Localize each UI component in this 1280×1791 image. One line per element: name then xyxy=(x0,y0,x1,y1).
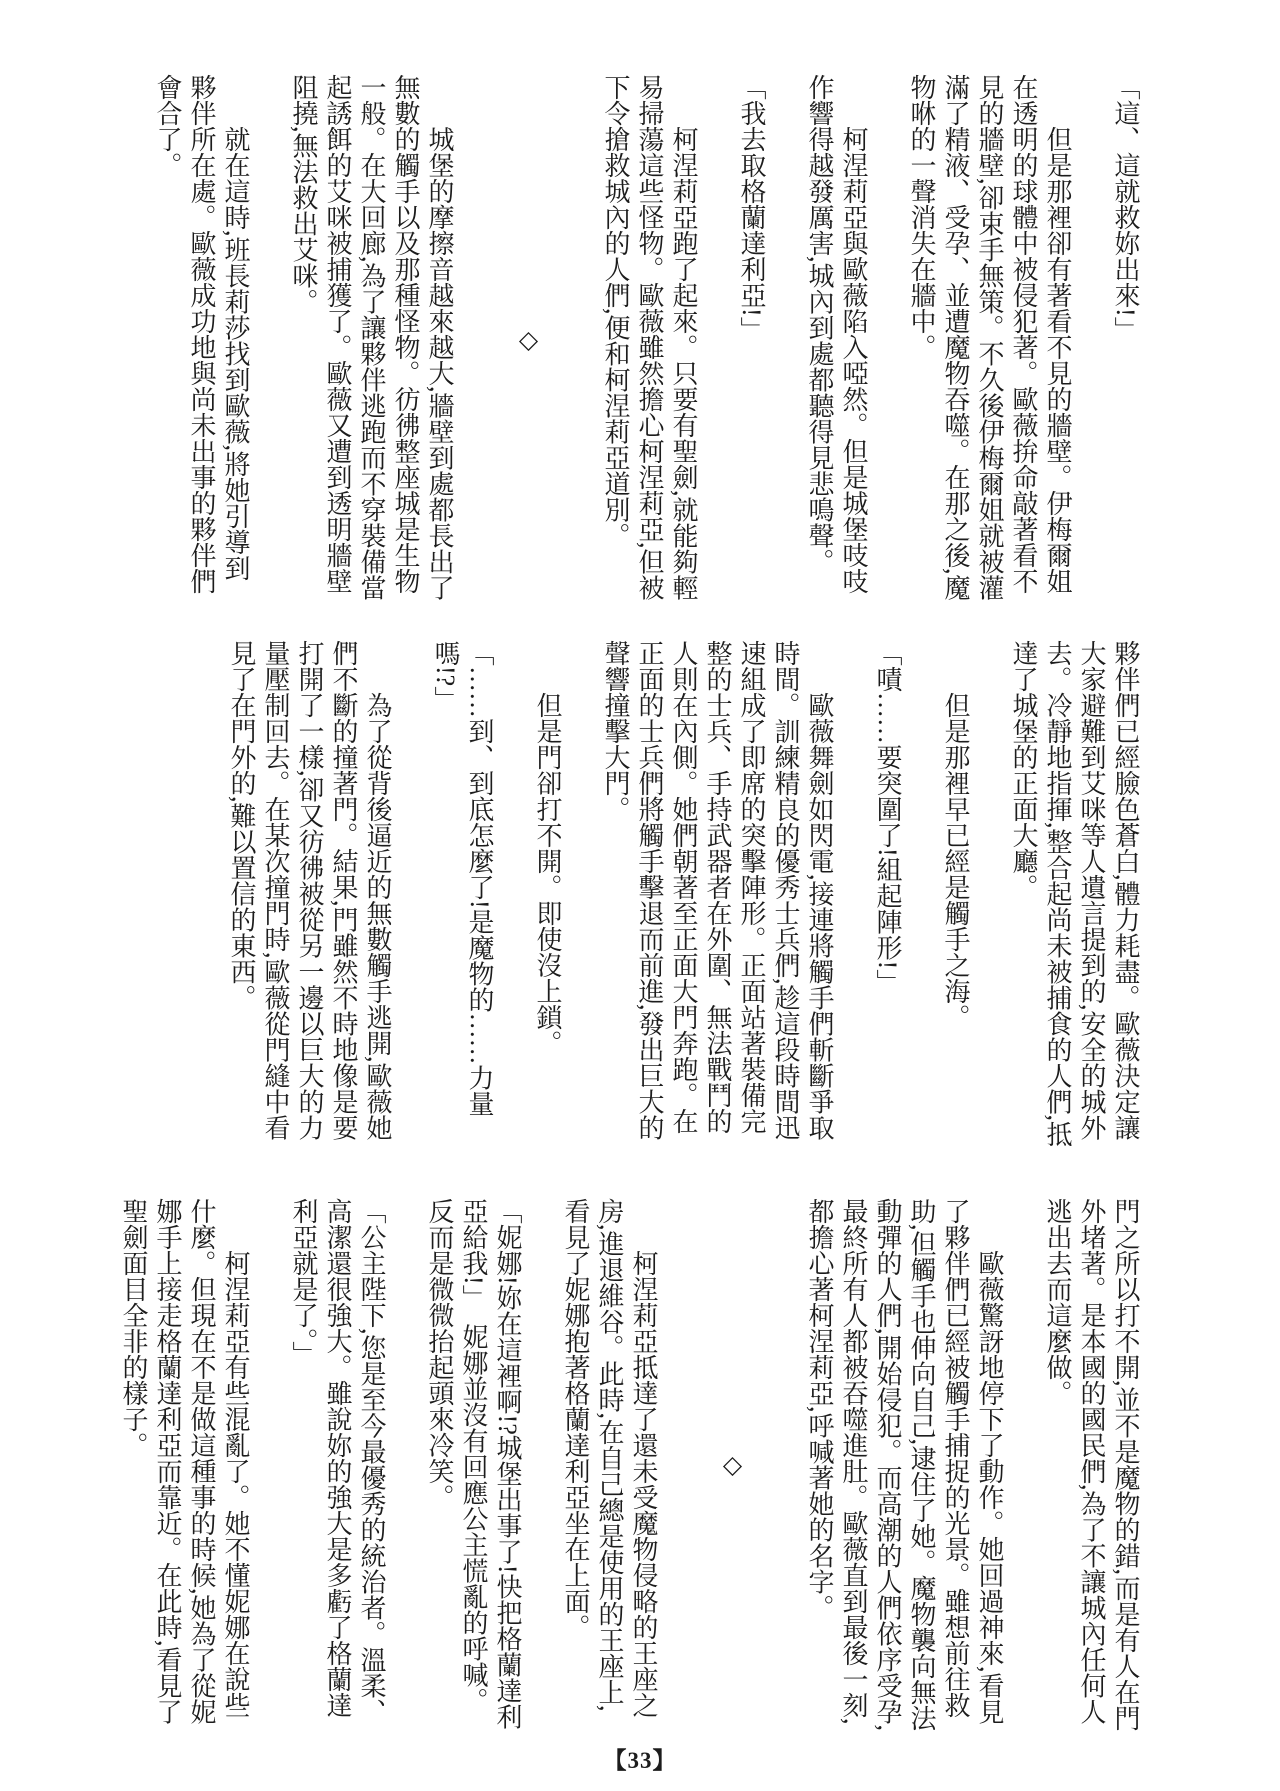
narration-paragraph: 門之所以打不開,並不是魔物的錯,而是有人在門外堵著。是本國的國民們,為了不讓城內任何人逃出去而這麼做。 xyxy=(1043,1198,1140,1731)
narration-paragraph: 柯涅莉亞與歐薇陷入啞然。但是城堡吱吱作響得越發厲害,城內到處都聽得見悲鳴聲。 xyxy=(805,74,868,594)
dialogue-line: 「公主陛下,您是至今最優秀的統治者。溫柔、高潔還很強大。雖說妳的強大是多虧了格蘭達利亞就是了。」 xyxy=(289,1198,386,1725)
section-divider: ◇ xyxy=(514,325,541,354)
narration-paragraph: 柯涅莉亞跑了起來。只要有聖劍,就能夠輕易掃蕩這些怪物。歐薇雖然擔心柯涅莉亞,但被下令搶救城內的人們,便和柯涅莉亞道別。 xyxy=(601,74,698,601)
narration-paragraph: 歐薇驚訝地停下了動作。她回過神來,看見了夥伴們已經被觸手捕捉的光景。雖想前往救助,但觸手也伸向自己,逮住了她。魔物襲向無法動彈的人們,開始侵犯。而高潮的人們依序受孕,最終所有人都被吞噬進肚。歐薇直到最後一刻,都擔心著柯涅莉亞,呼喊著她的名字。 xyxy=(805,1198,1004,1731)
section-divider: ◇ xyxy=(718,1450,745,1479)
page-number: 【33】 xyxy=(603,1748,677,1773)
dialogue-line: 「這、這就救妳出來!」 xyxy=(1111,74,1140,343)
text-band-bottom xyxy=(116,1198,1142,1731)
narration-paragraph: 但是那裡卻有著看不見的牆壁。伊梅爾姐在透明的球體中被侵犯著。歐薇拚命敲著看不見的牆壁,卻束手無策。不久後伊梅爾姐就被灌滿了精液、受孕、並遭魔物吞噬。在那之後,魔物咻的一聲消失在牆中。 xyxy=(907,74,1072,601)
dialogue-line: 「我去取格蘭達利亞!」 xyxy=(737,74,766,343)
dialogue-line: 「……到、到底怎麼了!是魔物的……力量嗎!?」 xyxy=(431,640,494,1117)
narration-paragraph: 柯涅莉亞抵達了還未受魔物侵略的王座之房,進退維谷。此時,在自己總是使用的王座上,看見了妮娜抱著格蘭達利亞坐在上面。 xyxy=(561,1198,658,1718)
narration-paragraph: 為了從背後逼近的無數觸手逃開,歐薇她們不斷的撞著門。結果,門雖然不時地像是要打開了一樣,卻又彷彿被從另一邊以巨大的力量壓制回去。在某次撞門時,歐薇從門縫中看見了在門外的,難以置信的東西。 xyxy=(227,640,392,1141)
narration-paragraph: 就在這時,班長莉莎找到歐薇,將她引導到夥伴所在處。歐薇成功地與尚未出事的夥伴們會合了。 xyxy=(153,74,250,594)
narration-paragraph: 歐薇舞劍如閃電,接連將觸手們斬斷爭取時間。訓練精良的優秀士兵們,趁這段時間迅速組成了即席的突擊陣形。正面站著裝備完整的士兵、手持武器者在外圍、無法戰鬥的人則在內側。她們朝著至正面大門奔跑。在正面的士兵們將觸手擊退而前進,發出巨大的聲響撞擊大門。 xyxy=(601,640,834,1141)
narration-paragraph: 夥伴們已經臉色蒼白,體力耗盡。歐薇決定讓大家避難到艾咪等人遺言提到的,安全的城外去。冷靜地指揮,整合起尚未被捕食的人們,抵達了城堡的正面大廳。 xyxy=(1009,640,1140,1147)
narration-paragraph: 但是那裡早已經是觸手之海。 xyxy=(941,692,970,1030)
narration-paragraph: 城堡的摩擦音越來越大,牆壁到處都長出了無數的觸手以及那種怪物。彷彿整座城是生物一般。在大回廊,為了讓夥伴逃跑而不穿裝備當起誘餌的艾咪被捕獲了。歐薇又遭到透明牆壁阻撓,無法救出艾咪。 xyxy=(289,74,454,601)
dialogue-line: 「嘖……要突圍了!組起陣形!」 xyxy=(873,640,902,996)
narration-paragraph: 柯涅莉亞有些混亂了。她不懂妮娜在說些什麼。但現在不是做這種事的時候,她為了從妮娜手上接走格蘭達利亞而靠近。在此時,看見了聖劍面目全非的樣子。 xyxy=(119,1198,250,1725)
text-band-top xyxy=(150,74,1142,605)
narration-paragraph: 但是門卻打不開。即使沒上鎖。 xyxy=(533,692,562,1056)
text-band-middle xyxy=(224,640,1142,1147)
dialogue-line: 「妮娜!妳在這裡啊!?城堡出事了!快把格蘭達利亞給我!」 妮娜並沒有回應公主慌亂的呼喊。反而是微微抬起頭來冷笑。 xyxy=(425,1198,522,1730)
